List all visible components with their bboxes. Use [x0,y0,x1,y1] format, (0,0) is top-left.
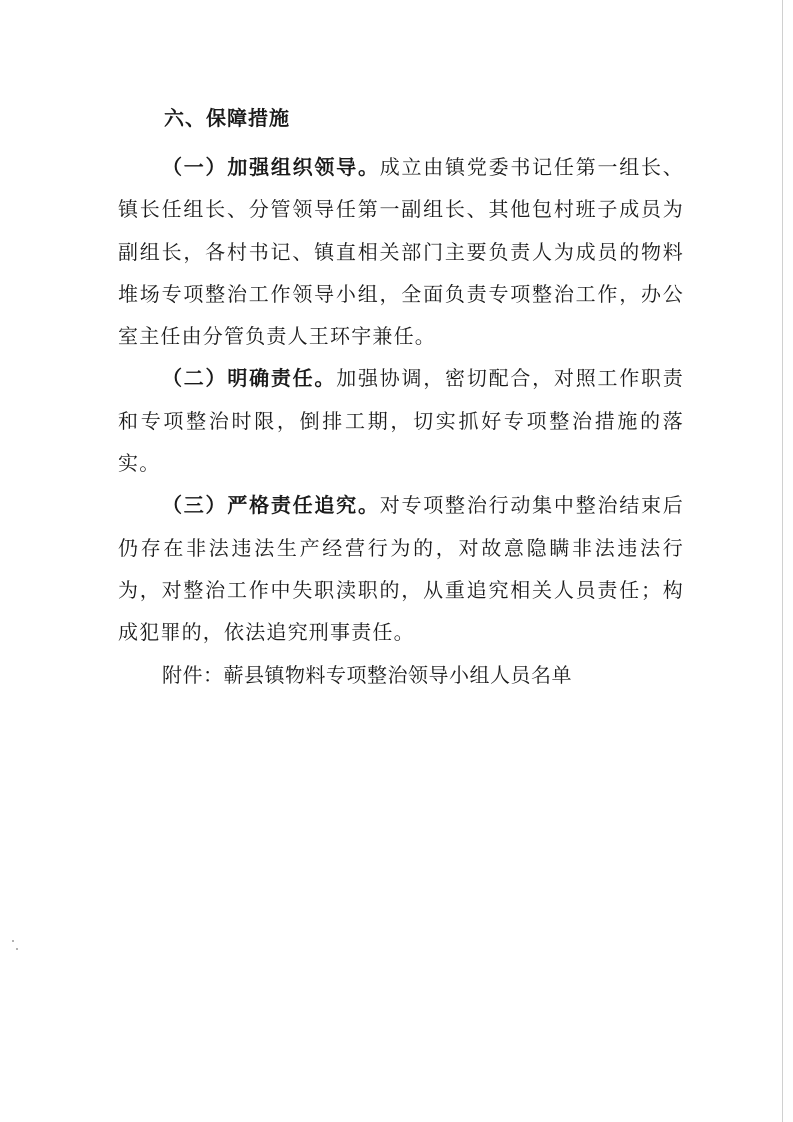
document-body [118,102,684,696]
attachment-line: 附件：蕲县镇物料专项整治领导小组人员名单 [162,662,572,687]
paragraph-lead: （二）明确责任。 [162,366,337,391]
paragraph-accountability [118,484,684,653]
page-edge-line [782,0,783,1122]
paragraph-lead: （一）加强组织领导。 [162,155,380,179]
section-heading: 六、保障措施 [164,106,290,130]
paragraph-organization [118,146,684,357]
paragraph-responsibility [118,357,684,484]
scan-speck [16,948,18,950]
scan-speck [12,940,14,942]
paragraph-lead: （三）严格责任追究。 [162,493,380,518]
paragraph-text: 加强协调，密切配合，对照工作职责和专项整治时限，倒排工期，切实抓好专项整治措施的落实。 [118,366,684,476]
paragraph-text: 对专项整治行动集中整治结束后仍存在非法违法生产经营行为的，对故意隐瞒非法违法行为，对整治工作中失职渎职的，从重追究相关人员责任；构成犯罪的，依法追究刑事责任。 [118,493,684,645]
paragraph-text: 成立由镇党委书记任第一组长、镇长任组长、分管领导任第一副组长、其他包村班子成员为副组长，各村书记、镇直相关部门主要负责人为成员的物料堆场专项整治工作领导小组，全面负责专项整治工作，办公室主任由分管负责人王环宇兼任。 [118,155,684,349]
